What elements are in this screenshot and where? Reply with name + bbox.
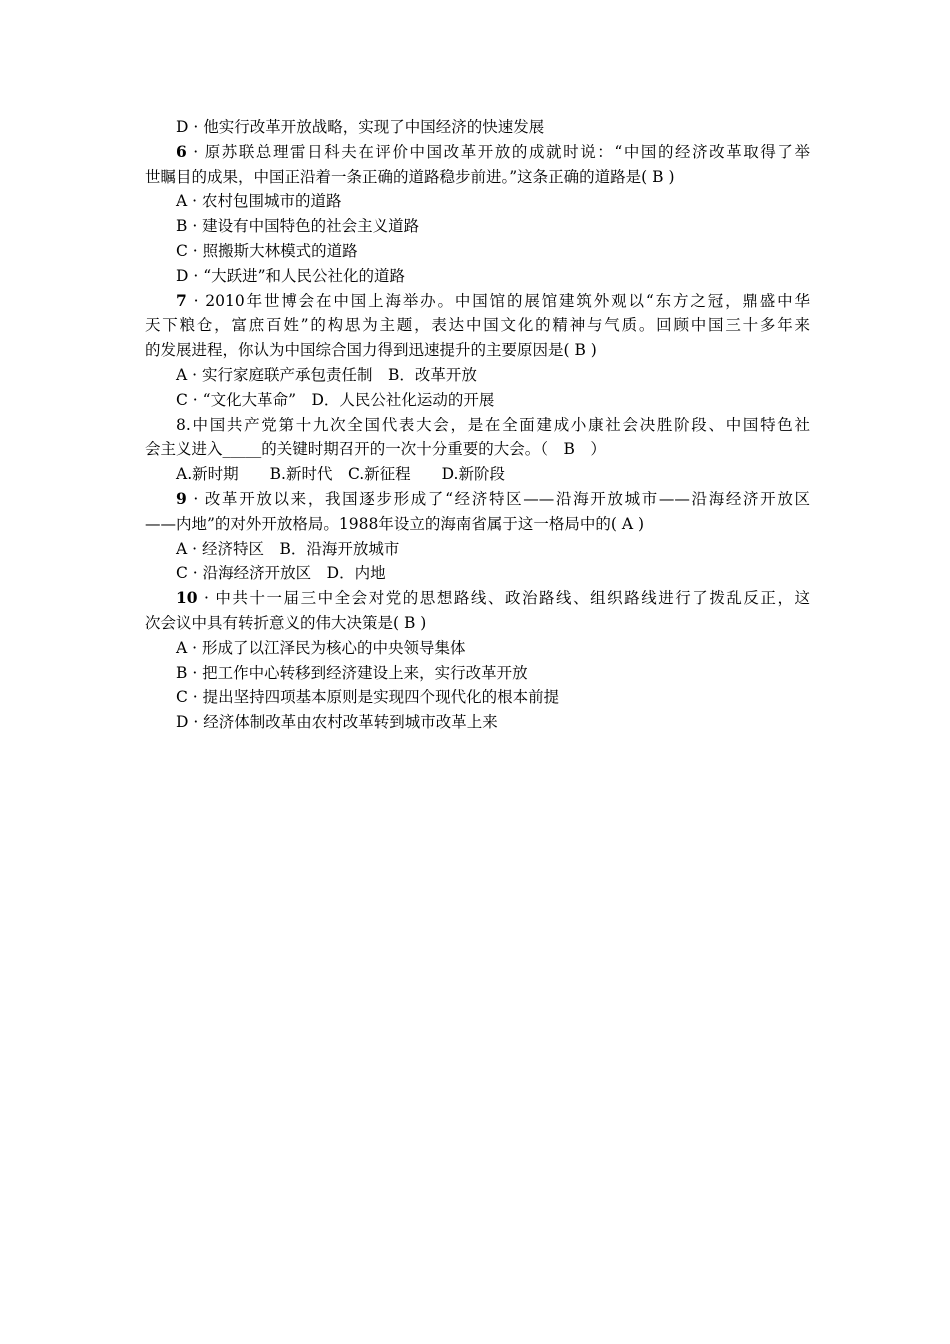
q9-stem-text-1: · 改革开放以来，我国逐步形成了“经济特区——沿海开放城市——沿海经济开放区 [186,489,810,508]
q6-option-a: A · 农村包围城市的道路 [176,192,342,211]
q9-stem-line-2: ——内地”的对外开放格局。1988年设立的海南省属于这一格局中的( A ) [145,514,645,533]
q10-option-d: D · 经济体制改革由农村改革转到城市改革上来 [176,713,498,732]
q6-option-c: C · 照搬斯大林模式的道路 [176,241,358,260]
document-page [145,115,810,735]
q7-stem-line-3: 的发展进程，你认为中国综合国力得到迅速提升的主要原因是( B ) [145,341,597,360]
q6-option-d: D · “大跃进”和人民公社化的道路 [176,266,406,285]
q7-number: 7 [176,290,187,310]
q8-stem-line-2: 会主义进入_____的关键时期召开的一次十分重要的大会。（ B ） [145,440,606,459]
q9-options-line-2: C · 沿海经济开放区 D．内地 [176,564,386,583]
q9-stem-line-1 [145,487,810,512]
q6-stem-line-2: 世瞩目的成果，中国正沿着一条正确的道路稳步前进。”这条正确的道路是( B ) [145,167,675,186]
q6-stem-text-1: · 原苏联总理雷日科夫在评价中国改革开放的成就时说：“中国的经济改革取得了举 [186,142,810,161]
q8-options-line: A.新时期 B.新时代 C.新征程 D.新阶段 [176,465,505,484]
q10-stem-text-1: · 中共十一届三中全会对党的思想路线、政治路线、组织路线进行了拨乱反正，这 [197,589,810,608]
q6-stem-line-1 [145,140,810,165]
q10-option-c: C · 提出坚持四项基本原则是实现四个现代化的根本前提 [176,688,560,707]
q6-option-b: B · 建设有中国特色的社会主义道路 [176,217,420,236]
q10-option-a: A · 形成了以江泽民为核心的中央领导集体 [176,638,466,657]
q8-stem-line-1: 8.中国共产党第十九次全国代表大会，是在全面建成小康社会决胜阶段、中国特色社 [176,415,810,434]
q10-stem-line-2: 次会议中具有转折意义的伟大决策是( B ) [145,613,427,632]
q5-option-d: D · 他实行改革开放战略，实现了中国经济的快速发展 [176,118,545,136]
q6-number: 6 [176,141,187,161]
q10-option-b: B · 把工作中心转移到经济建设上来，实行改革开放 [176,663,528,682]
q7-stem-text-1: · 2010年世博会在中国上海举办。中国馆的展馆建筑外观以“东方之冠，鼎盛中华 [186,291,810,310]
q7-stem-line-1 [145,289,810,314]
q10-stem-line-1 [145,586,810,611]
q7-stem-line-2: 天下粮仓，富庶百姓”的构思为主题，表达中国文化的精神与气质。回顾中国三十多年来 [145,316,810,335]
q7-options-line-2: C · “文化大革命” D．人民公社化运动的开展 [176,390,495,409]
q9-number: 9 [176,488,187,508]
q7-options-line-1: A · 实行家庭联产承包责任制 B．改革开放 [176,365,477,384]
q9-options-line-1: A · 经济特区 B．沿海开放城市 [176,539,400,558]
q10-number: 10 [176,588,198,608]
